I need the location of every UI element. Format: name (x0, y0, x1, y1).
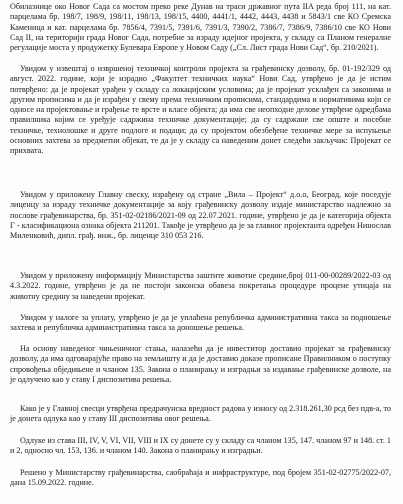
paragraph-main-volume: Увидом у приложену Главну свеску, израђену од стране „Вила – Пројект“ д.о.о, Београд, које поседује лиценцу за израду техничке документације за коју грађевинску дозволу издаје министарство надлежно за послове грађевинарства, бр. 351-02-02186/2021-09 од 22.07.2021. године, утврђено је да је категорија објекта Г - класификациона ознака објекта 211201. Такође је утврђено да је за главног пројектанта одређен Нинослав Миленковић, дипл. грађ. инж., бр. лиценце 310 053 216. (10, 190, 391, 240)
paragraph-parcels: Обилазнице око Новог Сада са мостом преко реке Дунав на траси државног пута IIA реда број 111, на кат. парцелама бр. 198/7, 198/9, 198/11, 198/13, 198/15, 4400, 4441/1, 4442, 4443, 4438 и 5843/1 све КО Сремска Каменица и кат. парцелама бр. 7856/4, 7391/5, 7391/6, 7391/3, 7390/2, 7386/7, 7386/9, 7386/10 све КО Нови Сад II, на територији града Новог Сада, потребне за израду идејног пројекта, у складу са Планом генералне регулације моста у продужетку Булевара Европе у Новом Саду („Сл. Лист града Нови Сад“, бр. 210/2021). (10, 2, 391, 52)
paragraph-technical-control: Увидом у извештај о извршеној техничкој контроли пројекта за грађевинску дозволу, бр. 01-192/329 од август. 2022. године, који је израдио „Факултет техничких наука“ Нови Сад, утврђено је да је истим потврђено: да је пројекат урађен у складу са локацијским условима; да је пројекат усклађен са законима и другим прописима и да је израђен у свему према техничким прописима, стандардима и нормативима који се односе на пројектовање и грађење те врсте и класе објекта; да има све неопходне делове утврђене одредбама правилника којим се уређује садржина техничке документације; да су садржане све опште и посебне техничке, технолошке и друге подлоге и подаци; да су пројектом обезбеђене техничке мере за испуњење основних захтева за предметни објекат, те да је у складу са наведеним донет следећи закључак: Пројекат се прихвата. (10, 64, 391, 155)
paragraph-environment-info: Увидом у приложену информацију Министарства заштите животне средине,број 011-00-00289/2022-03 од 4.3.2022. године, утврђено је да не постоји законска обавеза покретања процедуре процене утицаја на животну средину за наведени пројекат. (10, 271, 391, 301)
paragraph-legal-articles: Одлуке из става III, IV, V, VI, VII, VIII и IX су донете су у складу са чланом 135, 147. чланом 97 и 148. ст. 1 и 2, односно чл. 153, 136. и чланом 140. Закона о планирању и изградњи. (10, 436, 391, 456)
paragraph-resolved-at: Решено у Министарству грађевинарства, саобраћаја и инфраструктуре, под бројем 351-02-02775/2022-07, дана 15.09.2022. године. (10, 468, 391, 488)
paragraph-estimated-value: Како је у Главној свесци утврђена предрачунска вредност радова у износу од 2.318.261,30 рсд без пдв-а, то је донета одлука као у ставу III диспозитива овог решења. (10, 404, 391, 424)
paragraph-factual-basis: На основу наведеног чињеничног стања, налазећи да је инвеститор доставио пројекат за грађевинску дозволу, да има одговарајуће право на земљишту и да је доставио доказе прописане Правилником о поступку спровођења обједињене и чланом 135. Закона о планирању и изградњи за издавање грађевинске дозволе, на је одлучено као у ставу I диспозитива решења. (10, 344, 391, 384)
paragraph-fee-payment: Увидом у налоге за уплату, утврђено је да је уплаћена републичка административна такса за подношење захтева и републичка административна такса за доношење решења. (10, 313, 391, 333)
